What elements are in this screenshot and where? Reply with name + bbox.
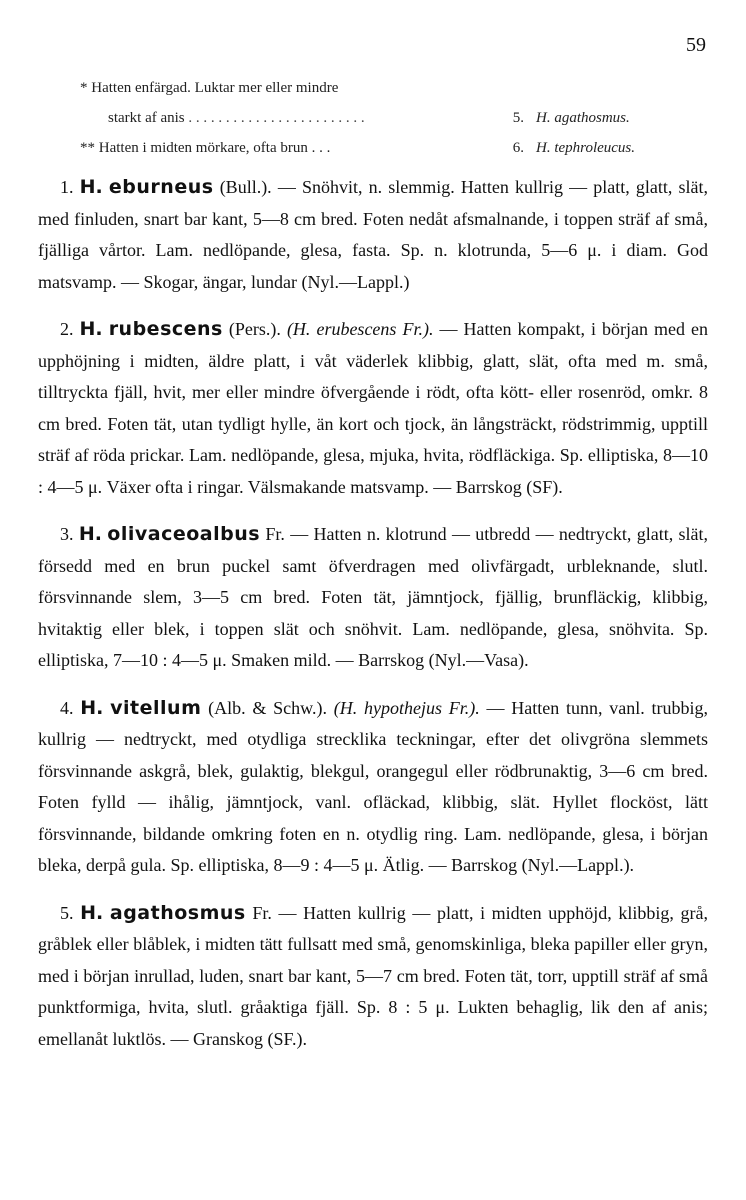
entry-author: (Bull.). <box>219 177 272 197</box>
identification-key <box>80 80 686 170</box>
entry-description: — Hatten n. klotrund — utbredd — nedtryckt, glatt, slät, försedd med en brun puckel samt öfverdragen med olivfärgadt, urbleknande, slutl. försvinnande slem, 3—5 cm bred. Foten tät, jämntjock, fjällig, brunfläckig, klibbig, hvitaktig eller blek, i toppen slät och snöhvit. Lam. nedlöpande, glesa, snöhvita. Sp. elliptiska, 7—10 : 4—5 μ. Smaken mild. — Barrskog (Nyl.—Vasa). <box>38 524 709 670</box>
entry-genus: H. <box>79 176 103 198</box>
key-row-3-target: H. tephroleucus. <box>536 140 636 156</box>
page-number: 59 <box>686 34 706 56</box>
entry-description: — Hatten kullrig — platt, i midten upphöjd, klibbig, grå, gråblek eller blåblek, i midten tätt fullsatt med små, genomskinliga, bleka papiller eller gryn, med i början inrullad, luden, snart bar kant, 5—7 cm bred. Foten tät, torr, upptill sträf af små punktformiga, hvita, slutl. gråaktiga fjäll. Sp. 8 : 5 μ. Lukten behaglig, lik den af anis; emellanåt luktlös. — Granskog (SF.). <box>38 902 709 1049</box>
key-row-2-text: starkt af anis . . . <box>80 110 494 127</box>
entry-number: 3. <box>60 524 74 544</box>
key-row-2-number: 5. <box>512 110 524 126</box>
entry-author: Fr. <box>252 902 272 923</box>
entry-species: eburneus <box>108 176 214 198</box>
key-row-3 <box>80 140 686 170</box>
species-entry-3 <box>38 519 708 677</box>
entry-genus: H. <box>79 318 103 340</box>
entry-genus: H. <box>80 901 104 924</box>
entry-number: 4. <box>60 697 74 718</box>
species-entry-5 <box>38 898 708 1056</box>
key-row-2-target: H. agathosmus. <box>536 110 630 126</box>
key-row-3-text: ** Hatten i midten mörkare, ofta brun . . . <box>80 140 331 156</box>
entry-genus: H. <box>78 523 102 545</box>
entry-synonym: (H. hypothejus Fr.). <box>333 697 480 718</box>
key-row-1-text: * Hatten enfärgad. Luktar mer eller mindre <box>80 80 339 96</box>
entry-genus: H. <box>80 696 104 719</box>
key-row-2 <box>80 110 686 140</box>
entry-number: 1. <box>60 177 74 197</box>
entry-author: (Pers.). <box>228 319 281 339</box>
entry-species: agathosmus <box>109 901 246 924</box>
entry-description: — Hatten kompakt, i början med en upphöjning i midten, äldre platt, i våt väderlek klibbig, glatt, slät, ofta med m. små, tilltryckta fjäll, hvit, mer eller mindre öfvergående i rödt, ofta kött- eller rosenröd, omkr. 8 cm bred. Foten tät, utan tydligt hylle, än kort och tjock, än långsträckt, rödstrimmig, upptill sträf af röda prickar. Lam. nedlöpande, glesa, mjuka, hvita, rödfläckiga. Sp. elliptiska, 8—10 : 4—5 μ. Växer ofta i ringar. Välsmakande matsvamp. — Barrskog (SF). <box>38 319 709 497</box>
species-entries <box>38 172 708 1055</box>
entry-species: olivaceoalbus <box>107 523 261 545</box>
species-entry-4 <box>38 693 708 882</box>
entry-species: rubescens <box>108 318 223 340</box>
entry-description: — Snöhvit, n. slemmig. Hatten kullrig — platt, glatt, slät, med finluden, snart bar kant, 5—8 cm bred. Foten nedåt afsmalnande, i toppen sträf af små, fjälliga vårtor. Lam. nedlöpande, glesa, fasta. Sp. n. klotrunda, 5—6 μ. i diam. God matsvamp. — Skogar, ängar, lundar (Nyl.—Lappl.) <box>38 177 709 292</box>
entry-synonym: (H. erubescens Fr.). <box>286 319 434 339</box>
species-entry-2 <box>38 314 708 503</box>
entry-number: 5. <box>60 902 74 923</box>
entry-description: — Hatten tunn, vanl. trubbig, kullrig — nedtryckt, med otydliga strecklika teckningar, efter det olivgröna slemmets försvinnande askgrå, blek, gulaktig, blekgul, orangegul eller rödbrunaktig, 3—6 cm bred. Foten fylld — ihålig, jämntjock, vanl. ofläckad, klibbig, slät. Hyllet flocköst, lätt försvinnande, bildande omkring foten en n. otydlig ring. Lam. nedlöpande, glesa, i början bleka, derpå gula. Sp. elliptiska, 8—9 : 4—5 μ. Ätlig. — Barrskog (Nyl.—Lappl.). <box>38 697 709 875</box>
entry-species: vitellum <box>110 696 202 719</box>
entry-author: (Alb. & Schw.). <box>208 697 327 718</box>
entry-author: Fr. <box>265 524 285 544</box>
species-entry-1 <box>38 172 708 298</box>
key-row-3-number: 6. <box>512 140 524 156</box>
entry-number: 2. <box>60 319 74 339</box>
key-row-1 <box>80 80 686 110</box>
